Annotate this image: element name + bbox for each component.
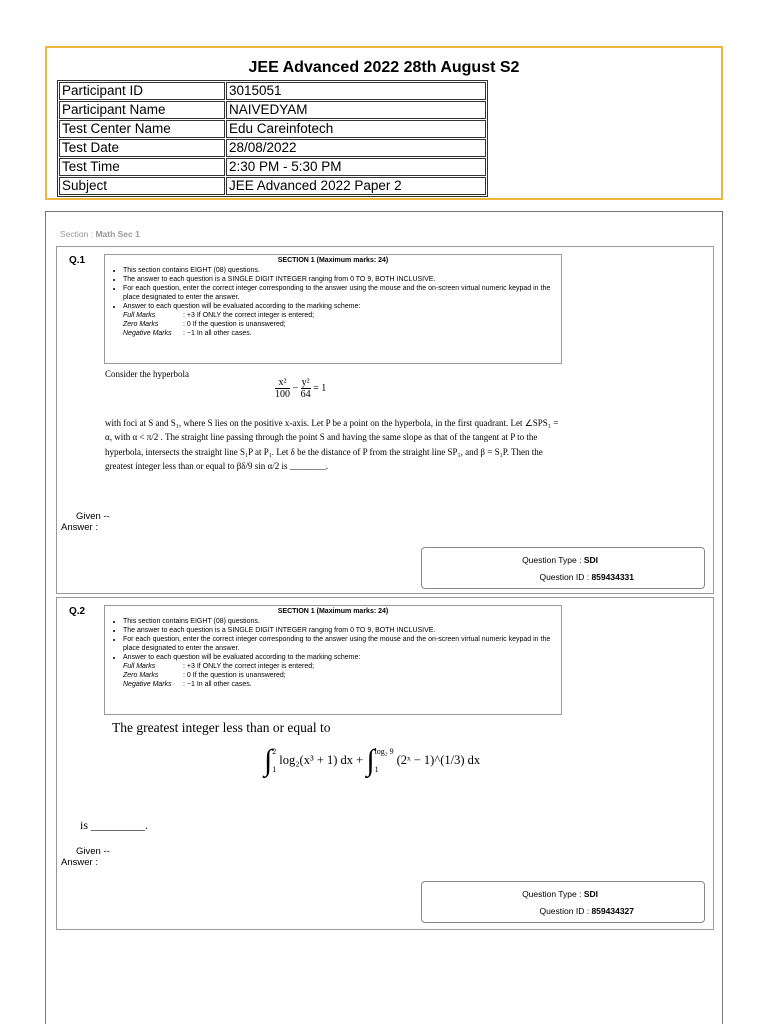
fraction: [301, 377, 311, 400]
integrand-1: log₂(x³ + 1) dx +: [279, 752, 364, 767]
scheme-label: Zero Marks: [123, 321, 159, 328]
id-value: 859434331: [591, 572, 634, 582]
integral-expression: [264, 743, 480, 779]
integral-sign: ∫: [366, 744, 375, 777]
question-id: [539, 906, 634, 916]
scheme-label: Full Marks: [123, 312, 156, 319]
formula-spacer: [105, 382, 565, 416]
scheme-label: Full Marks: [123, 663, 156, 670]
scheme-row: [123, 329, 557, 338]
question-number: Q.2: [69, 606, 86, 617]
question-card-2: [56, 597, 714, 930]
list-item: • For each question, enter the correct integer corresponding to the answer using the mouse and the on-screen virtual numeric keypad in the place designated to enter the answer.: [123, 284, 557, 302]
info-label: Test Time: [59, 158, 225, 176]
list-item: • This section contains EIGHT (08) questions.: [123, 266, 557, 275]
type-label: Question Type :: [522, 555, 582, 565]
marking-scheme: [109, 311, 557, 338]
lower-limit: 1: [272, 765, 277, 774]
info-value: Edu Careinfotech: [226, 120, 486, 138]
formula-rhs: = 1: [313, 382, 327, 394]
section-prefix: Section :: [60, 229, 96, 239]
table-row: [59, 177, 486, 195]
instructions-title: SECTION 1 (Maximum marks: 24): [277, 608, 389, 615]
question-card-1: [56, 246, 714, 594]
scheme-text: : +3 If ONLY the correct integer is entered;: [183, 312, 315, 319]
integral-sign: ∫: [264, 744, 273, 777]
list-item: • Answer to each question will be evaluated according to the marking scheme:: [123, 653, 557, 662]
info-value: JEE Advanced 2022 Paper 2: [226, 177, 486, 195]
table-row: [59, 101, 486, 119]
table-row: [59, 82, 486, 100]
info-value: 28/08/2022: [226, 139, 486, 157]
table-row: [59, 158, 486, 176]
scheme-row: [123, 662, 557, 671]
info-label: Test Date: [59, 139, 225, 157]
minus-sign: −: [292, 382, 299, 394]
question-number: Q.1: [69, 255, 86, 266]
scheme-label: Zero Marks: [123, 672, 159, 679]
given-answer: [61, 511, 110, 533]
integral-limits: [375, 743, 394, 779]
id-value: 859434327: [591, 906, 634, 916]
question-body: with foci at S and S₁, where S lies on the positive x-axis. Let P be a point on the hyperbola, in the first quadrant. Let ∠SPS₁ = α, with α < π/2 . The straight line passing through the point S and having the same slope as that of the tangent at P to the hyperbola, intersects the straight line S₁P at P₁. Let δ be the distance of P from the straight line SP₁, and β = S₁P. Then the greatest integer less than or equal to βδ/9 sin α/2 is ________.: [105, 417, 559, 471]
denominator: 100: [275, 389, 290, 400]
info-value: NAIVEDYAM: [226, 101, 486, 119]
integrand-2: (2ˣ − 1)^(1/3) dx: [396, 752, 481, 767]
answer-label: Answer :: [61, 857, 98, 868]
table-row: [59, 139, 486, 157]
scheme-label: Negative Marks: [123, 330, 172, 337]
list-item: • The answer to each question is a SINGLE DIGIT INTEGER ranging from 0 TO 9, BOTH INCLUSIVE.: [123, 275, 557, 284]
integral-limits: [272, 743, 276, 779]
question-text: [105, 367, 565, 474]
scheme-row: [123, 671, 557, 680]
question-id: [539, 572, 634, 582]
info-value: 3015051: [226, 82, 486, 100]
id-label: Question ID :: [539, 906, 590, 916]
participant-info-table: [57, 80, 488, 197]
instructions-list: [109, 266, 557, 311]
given-label: Given --: [76, 846, 110, 857]
list-item: • Answer to each question will be evaluated according to the marking scheme:: [123, 302, 557, 311]
question-intro: Consider the hyperbola: [105, 369, 189, 379]
fraction: [275, 377, 290, 400]
hyperbola-formula: [275, 377, 326, 400]
scheme-text: : +3 If ONLY the correct integer is entered;: [183, 663, 315, 670]
given-answer: [61, 846, 110, 868]
scheme-row: [123, 680, 557, 689]
list-item: • The answer to each question is a SINGLE DIGIT INTEGER ranging from 0 TO 9, BOTH INCLUSIVE.: [123, 626, 557, 635]
info-label: Participant ID: [59, 82, 225, 100]
upper-limit: 2: [272, 747, 277, 756]
question-meta-box: [421, 881, 705, 923]
numerator: x²: [275, 377, 290, 389]
scheme-text: : −1 In all other cases.: [183, 330, 252, 337]
upper-limit: log₂ 9: [374, 747, 394, 756]
given-label: Given --: [76, 511, 110, 522]
info-label: Subject: [59, 177, 225, 195]
instructions-box: [104, 254, 562, 364]
section-label: [60, 229, 140, 239]
lower-limit: 1: [374, 765, 379, 774]
instructions-list: [109, 617, 557, 662]
exam-title: JEE Advanced 2022 28th August S2: [248, 59, 520, 76]
info-label: Test Center Name: [59, 120, 225, 138]
question-type: [522, 555, 598, 565]
id-label: Question ID :: [539, 572, 590, 582]
type-value: SDI: [583, 555, 598, 565]
info-value: 2:30 PM - 5:30 PM: [226, 158, 486, 176]
question-intro: The greatest integer less than or equal to: [112, 720, 331, 735]
list-item: • For each question, enter the correct integer corresponding to the answer using the mouse and the on-screen virtual numeric keypad in the place designated to enter the answer.: [123, 635, 557, 653]
scheme-text: : 0 If the question is unanswered;: [183, 672, 286, 679]
scheme-label: Negative Marks: [123, 681, 172, 688]
section-name: Math Sec 1: [95, 229, 140, 239]
instructions-box: [104, 605, 562, 715]
marking-scheme: [109, 662, 557, 689]
instructions-title: SECTION 1 (Maximum marks: 24): [277, 257, 389, 264]
denominator: 64: [300, 389, 311, 400]
type-label: Question Type :: [522, 889, 582, 899]
info-label: Participant Name: [59, 101, 225, 119]
question-meta-box: [421, 547, 705, 589]
participant-header: [45, 46, 723, 200]
numerator: y²: [301, 377, 310, 388]
scheme-text: : 0 If the question is unanswered;: [183, 321, 286, 328]
scheme-row: [123, 320, 557, 329]
scheme-text: : −1 In all other cases.: [183, 681, 252, 688]
list-item: • This section contains EIGHT (08) questions.: [123, 617, 557, 626]
answer-label: Answer :: [61, 522, 98, 533]
question-tail: is _________.: [80, 818, 149, 832]
question-type: [522, 889, 598, 899]
type-value: SDI: [583, 889, 598, 899]
table-row: [59, 120, 486, 138]
scheme-row: [123, 311, 557, 320]
